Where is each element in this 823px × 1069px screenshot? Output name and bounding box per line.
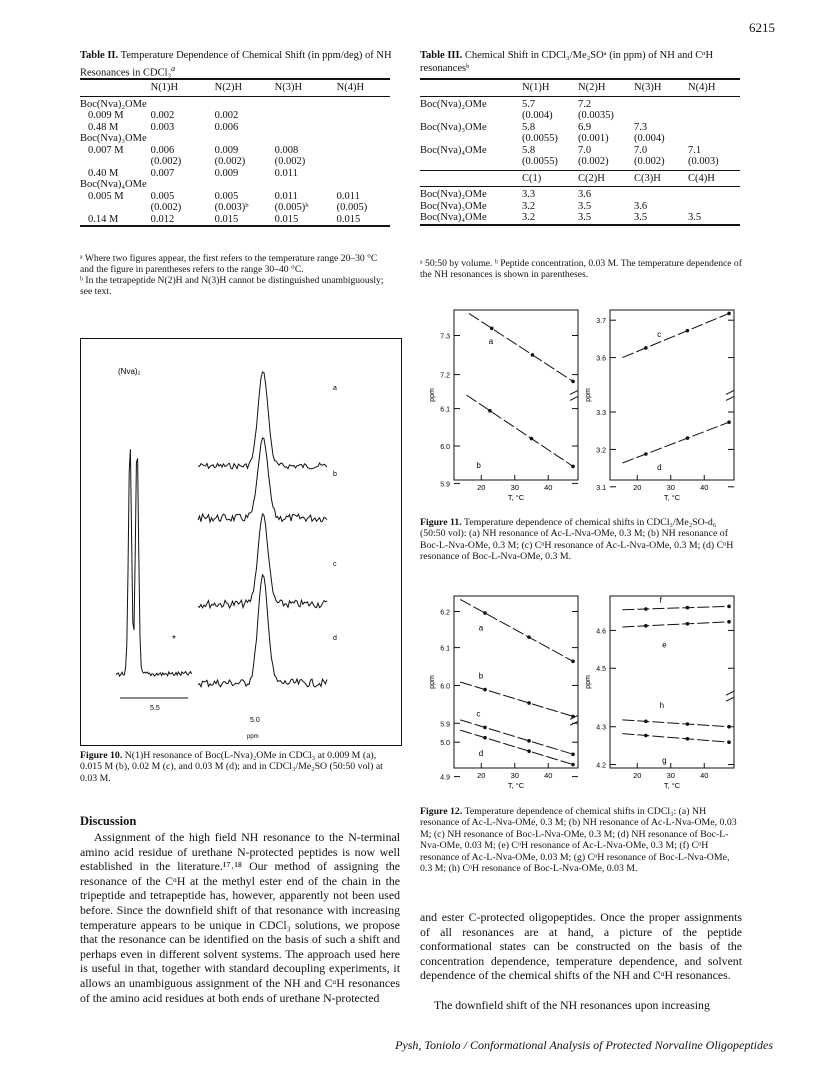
table3-c-cell: 3.5	[578, 212, 592, 223]
table2-cell: 0.011	[274, 190, 298, 202]
table3-c-cell: 3.5	[634, 212, 648, 223]
table2-footnote-a: ᵃ Where two figures appear, the first refers to the temperature range 20–30 °C and the figure in parentheses refers to the range 30–40 °C.	[80, 253, 378, 275]
figure12-caption-text: Temperature dependence of chemical shifts in CDCl₃: (a) NH resonance of Ac-L-Nva-OMe, 0.3 M; (b) NH resonance of Ac-L-Nva-OMe, 0.03 M; (c) NH resonance of Boc-L-Nva-OMe, 0.3 M; (d) NH resonance of Boc-L-Nva-OMe, 0.03 M; (e) CᵅH resonance of Ac-L-Nva-OMe, 0.3 M; (f) CᵅH resonance of Ac-L-Nva-OMe, 0.03 M; (g) CᵅH resonance of Boc-L-Nva-OMe, 0.3 M; (h) CᵅH resonance of Boc-L-Nva-OMe, 0.03 M.	[420, 806, 737, 875]
figure12-right-ytick-label: 4.2	[596, 762, 606, 770]
table2-cell: 0.011	[274, 167, 298, 179]
figure11-right-ytick-label: 3.1	[596, 484, 606, 492]
table3-cell: 7.2	[578, 98, 592, 110]
figure12-right-series-label: e	[662, 640, 667, 650]
figure11-left-data-point	[571, 465, 575, 469]
table3-cell: 7.0	[578, 144, 592, 156]
table3-header-2: N(2)H	[578, 80, 634, 96]
figure12-left-ylabel: ppm	[429, 675, 436, 689]
page-number: 6215	[749, 20, 775, 35]
table2-cell: 0.009	[214, 144, 239, 156]
table3-cell	[688, 122, 740, 134]
figure11-right-xlabel: T, °C	[663, 493, 681, 502]
table2-row	[80, 179, 390, 191]
figure11-left-data-point	[530, 437, 534, 441]
figure11-right-frame	[610, 310, 734, 480]
figure12-left-ytick-label: 6.0	[440, 683, 450, 691]
table2-grid	[80, 80, 390, 225]
figure12-left-series-label: a	[478, 623, 484, 633]
trace-label-b: b	[333, 471, 337, 478]
table2-cell: 0.14 M	[88, 213, 119, 225]
table3-c-cell	[688, 201, 740, 213]
figure12-right-data-point	[727, 725, 731, 729]
table2-cell: 0.012	[150, 213, 175, 225]
discussion-left-column: Assignment of the high field NH resonance to the N-terminal amino acid residue of urethane N-protected peptides is now well established in the literature.¹⁷˒¹⁸ Our method of assigning the resonance of the CᵅH at the methyl ester end of the chain in the tripeptide and tetrapeptide has, however, apparently not been used before. Since the downfield shift of that resonance with increasing temperature appears to be unique in CDCl₃ solutions, we propose that the resonance can be identified on the basis of such a shift and perhaps even in different solvent systems. The approach used here is useful in that, together with standard decoupling experiments, it allows an unambiguous assignment of the NH and CᵅH resonances of the amino acid residues at both ends of urethane N-protected	[80, 830, 400, 1005]
table3-caption-label: Table III.	[420, 50, 463, 61]
figure12-caption	[420, 806, 742, 874]
figure11-right-ytick-label: 3.3	[596, 410, 606, 417]
table3-c-cell	[688, 187, 740, 201]
figure12-right-data-point	[644, 734, 648, 738]
figure12-right-series-label: h	[659, 700, 665, 710]
table2-cell: 0.40 M	[88, 167, 119, 179]
table2-cell	[215, 96, 275, 110]
table2-cell	[275, 96, 337, 110]
table3-row	[420, 110, 740, 122]
table3-cell: (0.0055)	[522, 133, 558, 144]
table3-c-cell: Boc(Nva)₃OMe	[420, 200, 487, 212]
running-footer: Pysh, Toniolo / Conformational Analysis of Protected Norvaline Oligopeptides	[395, 1038, 773, 1052]
table2-cell	[275, 133, 337, 145]
figure11-right-xtick-label: 40	[700, 483, 709, 492]
table2-cell: 0.48 M	[88, 121, 119, 133]
table3-c-cell: 3.5	[688, 212, 702, 223]
figure11-right-ytick-label: 3.6	[596, 355, 606, 363]
figure12-left-data-point	[527, 749, 531, 753]
table2-caption	[80, 50, 400, 80]
table2-footnote-b: ᵇ In the tetrapeptide N(2)H and N(3)H cannot be distinguished unambiguously; see text.	[80, 275, 384, 297]
table2-cell: Boc(Nva)₃OMe	[80, 133, 147, 144]
table3-cell	[634, 96, 688, 110]
table3-c-cell	[634, 187, 688, 201]
table2-cell: (0.002)	[214, 156, 246, 167]
figure12-right-xtick-label: 20	[633, 771, 642, 780]
figure11-plots	[420, 302, 742, 514]
table2-cell: (0.002)	[150, 202, 182, 213]
figure11-left-series-label: a	[488, 337, 494, 346]
table3	[420, 78, 740, 226]
table3-cell: (0.004)	[522, 110, 553, 121]
figure12-right-frame	[610, 596, 734, 768]
figure12-left-ytick-label: 4.9	[440, 774, 450, 782]
table3-header-3: N(3)H	[634, 80, 688, 96]
table2-cell	[337, 179, 390, 191]
figure10-spectra	[80, 338, 402, 746]
trace-label-c: c	[333, 561, 337, 568]
table3-c-header-4: C(4)H	[688, 171, 740, 187]
table2-header-3: N(3)H	[275, 80, 337, 96]
figure12-left-frame	[454, 596, 578, 768]
table2-cell: 0.015	[336, 213, 361, 225]
table2-header-0	[80, 80, 151, 96]
table2-cell	[337, 110, 390, 122]
figure10-inset-label: (Nva)₂	[118, 367, 141, 376]
table2-header-1: N(1)H	[151, 80, 215, 96]
figure11-left-panel	[429, 310, 578, 502]
table3-cell	[420, 133, 522, 145]
table2-row	[80, 168, 390, 180]
figure11-right-data-point	[686, 329, 690, 333]
scale-label-5-0: 5.0	[250, 717, 260, 724]
table2-cell: 0.007 M	[88, 144, 124, 156]
table3-grid-2	[420, 171, 740, 224]
figure12-right-series-label: g	[662, 755, 667, 765]
figure12-left-data-point	[483, 611, 487, 615]
table2-cell	[337, 168, 390, 180]
figure12-right-xtick-label: 30	[666, 771, 675, 780]
table3-c-cell: Boc(Nva)₂OMe	[420, 189, 487, 200]
table2-cell: 0.015	[214, 213, 239, 225]
table2-cell	[215, 133, 275, 145]
table3-c-header-3: C(3)H	[634, 171, 688, 187]
table3-c-cell: 3.3	[522, 189, 536, 200]
table3-c-cell: Boc(Nva)₄OMe	[420, 212, 487, 223]
axis-unit-ppm: ppm	[247, 734, 259, 740]
figure11-left-xtick-label: 20	[477, 483, 486, 492]
table3-c-header-2: C(2)H	[578, 171, 634, 187]
figure12-left-data-point	[571, 763, 575, 767]
table3-c-cell: 3.6	[578, 189, 592, 200]
table3-cell: (0.0055)	[522, 156, 558, 167]
table2-cell	[151, 179, 215, 191]
table3-cell: (0.0035)	[578, 110, 614, 121]
figure12-right-ytick-label: 4.3	[596, 724, 606, 732]
table3-c-row	[420, 187, 740, 201]
table2-cell: Boc(Nva)₂OMe	[80, 98, 147, 110]
figure12-right-data-point	[727, 620, 731, 624]
figure11-caption-label: Figure 11.	[420, 517, 462, 528]
figure12-right-panel	[585, 596, 734, 790]
table2-cell	[215, 179, 275, 191]
figure12-right-xlabel: T, °C	[663, 781, 681, 790]
table3-c-header-0	[420, 171, 522, 187]
figure11-left-ytick-label: 7.3	[440, 333, 450, 341]
table2-cell	[337, 156, 390, 168]
table2-cell: 0.015	[274, 213, 299, 225]
table2-cell	[151, 133, 215, 145]
scale-label-5-5: 5.5	[150, 705, 160, 712]
figure11-right-xtick-label: 30	[666, 483, 675, 492]
table2-cell: (0.003)ᵇ	[214, 202, 249, 213]
figure11-caption-text: Temperature dependence of chemical shifts in CDCl₃/Me₂SO-d₆ (50:50 vol): (a) NH resonance of Ac-L-Nva-OMe, 0.3 M; (b) NH resonance of Boc-L-Nva-OMe, 0.3 M; (c) CᵅH resonance of Ac-L-Nva-OMe, 0.3 M; (d) CᵅH resonance of Boc-L-Nva-OMe, 0.3 M.	[420, 517, 734, 563]
figure12-right-data-point	[644, 720, 648, 724]
table3-cell: (0.002)	[578, 156, 609, 167]
table2-header-2: N(2)H	[215, 80, 275, 96]
table2-cell	[337, 96, 390, 110]
table2-cell	[80, 156, 151, 168]
figure10-caption-label: Figure 10.	[80, 750, 123, 761]
figure11-right-data-point	[686, 436, 690, 440]
table3-cell: 5.8	[522, 121, 536, 133]
figure12-right-ytick-label: 4.6	[596, 628, 606, 636]
figure12-left-series-label: b	[478, 671, 484, 681]
table3-cell: Boc(Nva)₃OMe	[420, 121, 487, 133]
table2-cell: 0.003	[150, 121, 175, 133]
table3-cell	[688, 110, 740, 122]
table3-cell: (0.001)	[578, 133, 609, 144]
table2-cell	[151, 96, 215, 110]
figure11-right-data-point	[727, 312, 731, 316]
table2-cell: 0.009 M	[88, 110, 124, 121]
figure12-right-data-point	[644, 607, 648, 611]
discussion-heading: Discussion	[80, 814, 137, 828]
table2-cell: (0.005)	[336, 202, 368, 213]
table3-caption	[420, 50, 750, 75]
figure12-left-data-point	[571, 660, 575, 664]
table2	[80, 78, 390, 227]
trace-label-a: a	[333, 385, 337, 392]
table2-caption-label: Table II.	[80, 50, 119, 61]
table3-header-0	[420, 80, 522, 96]
table3-cell: (0.004)	[634, 133, 665, 144]
table3-cell: 5.8	[522, 144, 536, 156]
figure12-left-series-label: d	[478, 748, 484, 758]
figure12-right-data-point	[686, 722, 690, 726]
figure12-caption-label: Figure 12.	[420, 806, 463, 817]
table2-cell: 0.005	[214, 190, 239, 202]
figure11-left-data-point	[571, 380, 575, 384]
figure12-right-series-label: f	[659, 595, 662, 605]
table2-caption-mark: a	[171, 63, 176, 73]
figure12-left-data-point	[571, 715, 575, 719]
figure12-left-data-point	[527, 635, 531, 639]
table3-cell: Boc(Nva)₂OMe	[420, 98, 487, 110]
figure11-left-ylabel: ppm	[429, 388, 436, 402]
table2-cell: 0.007	[150, 167, 175, 179]
table2-cell: (0.002)	[150, 156, 182, 167]
table3-row	[420, 96, 740, 110]
table2-cell: 0.008	[274, 144, 299, 156]
figure11-right-data-point	[644, 346, 648, 350]
table3-grid	[420, 80, 740, 168]
figure11-left-ytick-label: 6.1	[440, 406, 450, 414]
table3-caption-text: Chemical Shift in CDCl₃/Me₂SOᵃ (in ppm) of NH and CᵅH resonancesᵇ	[420, 50, 714, 74]
table2-row	[80, 110, 390, 122]
discussion-right-column-2: The downfield shift of the NH resonances upon increasing	[434, 998, 710, 1012]
table2-footnotes	[80, 253, 392, 297]
figure12-right-data-point	[686, 737, 690, 741]
figure11-left-frame	[454, 310, 578, 480]
table3-row	[420, 133, 740, 145]
table2-cell: (0.005)ᵇ	[274, 202, 309, 213]
table3-cell: 5.7	[522, 98, 536, 110]
table2-row	[80, 133, 390, 145]
table3-c-row	[420, 201, 740, 213]
figure12-left-data-point	[527, 701, 531, 705]
figure11-left-ytick-label: 6.0	[440, 444, 450, 451]
table3-cell	[634, 110, 688, 122]
table2-cell: 0.011	[336, 190, 360, 202]
figure12-right-ylabel: ppm	[585, 675, 592, 689]
figure10-caption-text: N(1)H resonance of Boc(L-Nva)₂OMe in CDCl₃ at 0.009 M (a), 0.015 M (b), 0.02 M (c), and 0.03 M (d); and in CDCl₃/Me₂SO (50:50 vol) at 0.03 M.	[80, 750, 383, 784]
table3-cell	[420, 156, 522, 168]
table2-caption-text: Temperature Dependence of Chemical Shift (in ppm/deg) of NH Resonances in CDCl₃	[80, 50, 392, 78]
table3-cell: 7.1	[688, 144, 702, 156]
figure11-caption	[420, 517, 742, 563]
figure11-right-panel	[585, 310, 734, 502]
table2-header-4: N(4)H	[337, 80, 390, 96]
figure12-right-data-point	[686, 606, 690, 610]
table3-header-1: N(1)H	[522, 80, 578, 96]
figure12-left-ytick-label: 6.2	[440, 609, 450, 617]
table2-row	[80, 202, 390, 214]
table2-cell	[275, 110, 337, 122]
table2-row	[80, 191, 390, 203]
table2-cell: Boc(Nva)₄OMe	[80, 179, 147, 190]
discussion-right-column: and ester C-protected oligopeptides. Once the proper assignments of all resonances are at hand, a picture of the peptide conformational states can be constructed on the basis of the concentration dependence, temperature dependence, and solvent dependence of the chemical shifts of the NH and CᵅH resonances.	[420, 910, 742, 983]
figure12-left-data-point	[483, 736, 487, 740]
figure12-left-xtick-label: 20	[477, 771, 486, 780]
table3-cell: 7.0	[634, 144, 648, 156]
figure12-right-xtick-label: 40	[700, 771, 709, 780]
figure11-right-ytick-label: 3.2	[596, 447, 606, 455]
table3-c-cell: 3.2	[522, 212, 536, 223]
figure12-right-data-point	[727, 605, 731, 609]
table3-c-cell: 3.2	[522, 200, 536, 212]
figure12-left-data-point	[527, 739, 531, 743]
table3-c-header-1: C(1)	[522, 171, 578, 187]
table2-cell	[337, 145, 390, 157]
figure12-left-data-point	[483, 726, 487, 730]
figure12-right-ytick-label: 4.5	[596, 666, 606, 674]
figure11-right-xtick-label: 20	[633, 483, 642, 492]
table2-cell: 0.006	[150, 144, 175, 156]
table2-row	[80, 122, 390, 134]
figure11-left-series-label: b	[476, 461, 481, 471]
table2-cell: (0.002)	[274, 156, 306, 167]
figure11-right-data-point	[644, 452, 648, 456]
figure12-left-xtick-label: 30	[510, 771, 519, 780]
figure12-left-ytick-label: 6.1	[440, 645, 450, 653]
figure12-right-data-point	[644, 624, 648, 628]
figure11-left-data-point	[490, 327, 494, 331]
figure12-right-data-point	[727, 740, 731, 744]
figure11-left-data-point	[488, 409, 492, 413]
table3-cell: 7.3	[634, 121, 648, 133]
table3-cell: Boc(Nva)₄OMe	[420, 144, 487, 156]
figure10-caption	[80, 750, 400, 784]
impurity-marker: *	[172, 634, 176, 645]
table3-cell	[688, 133, 740, 145]
figure11-right-ytick-label: 3.7	[596, 318, 606, 326]
figure12-right-data-point	[686, 622, 690, 626]
table3-cell	[420, 110, 522, 122]
table2-cell	[337, 133, 390, 145]
table3-row	[420, 145, 740, 157]
figure11-right-ylabel: ppm	[585, 388, 592, 402]
table3-header-4: N(4)H	[688, 80, 740, 96]
table2-cell: 0.006	[214, 121, 239, 133]
table3-c-cell: 3.6	[634, 200, 648, 212]
figure12-left-series-label: c	[476, 709, 481, 719]
figure11-left-ytick-label: 7.2	[440, 372, 450, 380]
figure11-left-xtick-label: 40	[544, 483, 553, 492]
figure12-left-ytick-label: 5.9	[440, 721, 450, 729]
figure11-right-series-label: c	[657, 330, 662, 340]
table2-row	[80, 156, 390, 168]
table2-cell	[80, 202, 151, 214]
table3-row	[420, 156, 740, 168]
table2-cell: 0.002	[150, 110, 175, 121]
figure11-right-series-label: d	[657, 462, 662, 472]
figure11-right-data-point	[727, 420, 731, 424]
trace-label-d: d	[333, 635, 337, 642]
table2-cell: 0.005	[150, 190, 175, 202]
table3-cell: (0.003)	[688, 156, 719, 167]
figure12-left-xlabel: T, °C	[507, 781, 525, 790]
figure11-left-ytick-label: 5.9	[440, 481, 450, 489]
figure11-left-data-point	[531, 353, 535, 357]
table2-row	[80, 96, 390, 110]
table3-footnote: ᵃ 50:50 by volume. ᵇ Peptide concentration, 0.03 M. The temperature dependence of the NH resonances is shown in parentheses.	[420, 258, 742, 280]
table3-cell	[688, 96, 740, 110]
figure12-left-xtick-label: 40	[544, 771, 553, 780]
table2-cell: 0.002	[214, 110, 239, 121]
figure12-left-data-point	[571, 752, 575, 756]
table3-cell: 6.9	[578, 121, 592, 133]
table2-row	[80, 214, 390, 226]
table3-row	[420, 122, 740, 134]
figure12-left-ytick-label: 5.0	[440, 740, 450, 748]
table2-cell	[337, 122, 390, 134]
figure12-left-data-point	[483, 688, 487, 692]
table2-cell: 0.005 M	[88, 190, 124, 202]
figure11-left-xtick-label: 30	[510, 483, 519, 492]
table3-c-cell: 3.5	[578, 200, 592, 212]
figure12-left-panel	[429, 596, 578, 790]
table2-cell: 0.009	[214, 167, 239, 179]
figure11-left-xlabel: T, °C	[507, 493, 525, 502]
table3-c-row	[420, 212, 740, 224]
figure12-plots	[420, 588, 742, 802]
table2-row	[80, 145, 390, 157]
table3-cell: (0.002)	[634, 156, 665, 167]
table2-cell	[275, 179, 337, 191]
table2-cell	[275, 122, 337, 134]
